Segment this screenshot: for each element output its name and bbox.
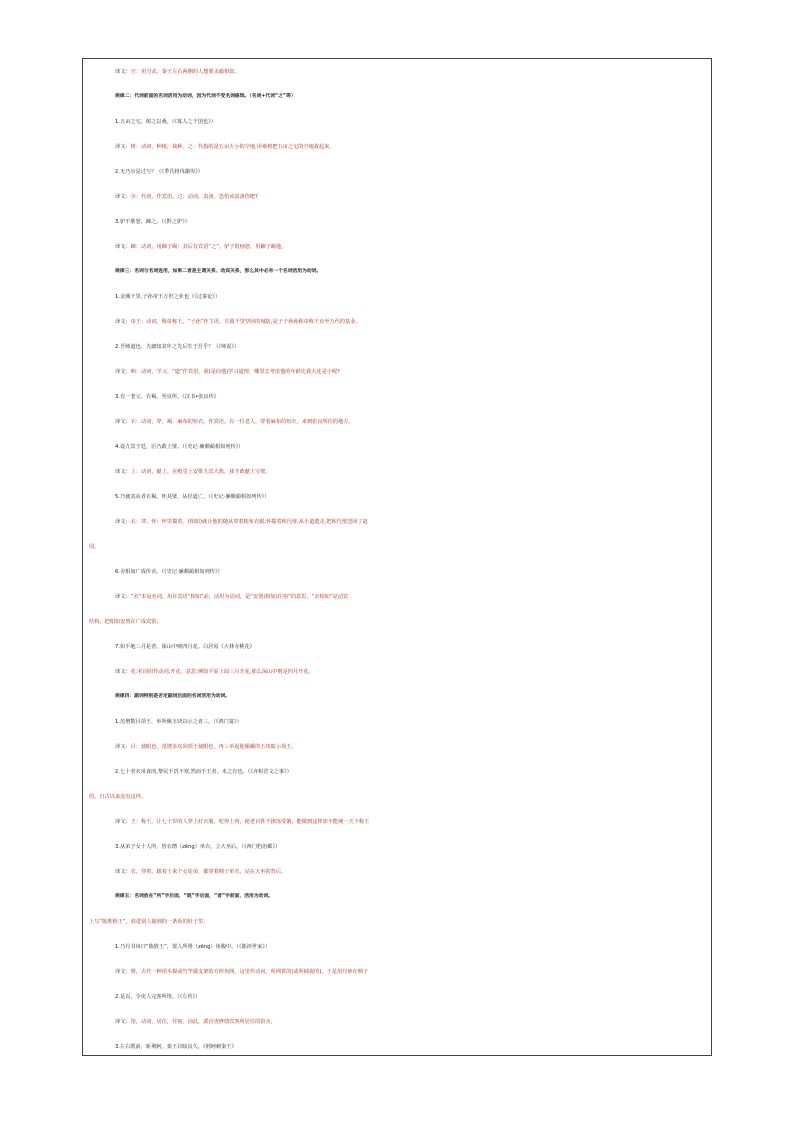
translation-text: 上：动词，献上。在殿堂上安排九宾大典，我才敢献上宝璧。 — [130, 469, 271, 475]
example-sentence — [83, 490, 745, 504]
translation-continuation: 上写“陈胜称王”，放进别人捕到的一条鱼的肚子里。 — [89, 919, 209, 925]
translation-label: 译文： — [115, 819, 131, 825]
rule-heading — [83, 265, 745, 279]
example-sentence — [83, 165, 745, 179]
example-text: 7.如平地三月花者，深山中则四月花。白居易《大林寺桃花》 — [115, 644, 255, 650]
translation-line — [83, 140, 745, 154]
translation-continuation: 的，自古以来没有这样。 — [89, 794, 147, 800]
translation-label: 译文： — [115, 244, 131, 250]
translation-line — [83, 315, 745, 329]
translation-text: 衣，穿着。跟着十来个女徒弟，都穿着绸子单衣，站在大巫的背后。 — [130, 869, 287, 875]
example-text: 2.是以，令吏人完客所馆。（《左传》） — [115, 994, 201, 1000]
translation-text: 师：动词，学习。“道”作宾语，我(是向他)学习道理，哪里去考虑他的年龄比我大还是小呢? — [130, 369, 340, 375]
translation-continuation: 国。 — [89, 544, 100, 550]
translation-continuation: 结构。把相如安置在广成宾馆。 — [89, 619, 162, 625]
example-sentence — [83, 215, 745, 229]
example-sentence — [83, 340, 745, 354]
translation-text: 馆，动词，居住，住宿。因此，派官吏修缮宾客所居住的馆舍。 — [130, 1019, 276, 1025]
example-text: 1.范增数目项王，举所佩玉玦以示之者三。（《鸿门宴》） — [115, 719, 242, 725]
translation-text: 目：使眼色。范增多次向项王使眼色，再三举起他佩戴的玉玦暗示项王。 — [130, 744, 297, 750]
translation-line — [83, 665, 745, 679]
rule-heading — [83, 90, 745, 104]
rule-text: 规律二：代词前面的名词活用为动词，因为代词不受名词修饰。（名词+代词“之”等） — [115, 94, 296, 99]
translation-line — [83, 415, 745, 429]
translation-text: 罾，古代一种用木棍或竹竿做支架的方形鱼网。这里作动词，所网着的(或所捕捉的)。于是用丹砂在绸子 — [130, 969, 369, 975]
content-table-cell — [82, 58, 712, 1056]
example-text: 1.乃丹书帛曰“陈胜王”，置人所罾（zēng）鱼腹中。（《陈涉世家》） — [115, 944, 271, 950]
example-sentence — [83, 440, 745, 454]
example-text: 3.从弟子女十人所，皆衣缯（zēng）单衣，立大巫后。（《西门豹治邺》） — [115, 844, 281, 850]
example-text: 4.设九宾于廷，臣乃敢上璧。（《史记·廉颇蔺相如列传》） — [115, 444, 244, 450]
translation-label: 译文： — [115, 369, 131, 375]
translation-line — [83, 1015, 745, 1029]
translation-label: 译文： — [115, 1019, 131, 1025]
translation-text: 衣：穿。怀：怀里揣着。(相如)就让他的随从穿着粗布衣服,怀揣着和氏璧,从小道逃走,把和氏璧送回了赵 — [130, 519, 368, 525]
rule-heading — [83, 690, 745, 704]
example-text: 1.五亩之宅，树之以桑。（《寡人之于国也》） — [115, 119, 216, 125]
example-text: 3.左右既前，斩荆轲。秦王目眩良久。《荆轲刺秦王》 — [115, 1044, 237, 1050]
example-text: 2.七十者衣帛食肉,黎民不饥不寒,然而不王者，未之有也。（《齐桓晋文之事》） — [115, 769, 292, 775]
example-sentence — [83, 715, 745, 729]
translation-text: “舍”本是名词，用在宾语“相如”前，活用为动词，是“安置(相如)住宿”的意思，“舍相如”是动宾 — [130, 594, 349, 600]
example-sentence — [83, 940, 745, 954]
translation-label: 译文： — [115, 519, 131, 525]
translation-line — [83, 815, 745, 829]
translation-text: 王：称王。让七十岁的人穿上好衣服，吃得上肉，使老百姓不挨冻受饿，能做到这样却不能统一天下称王 — [130, 819, 370, 825]
example-sentence — [83, 840, 745, 854]
rule-text: 规律三：名词与名词连用，如果二者是主谓关系、动宾关系，那么其中必有一个名词活用为动词。 — [115, 269, 322, 274]
translation-line — [83, 740, 745, 754]
rule-text: 规律五：名词放在“所”字后面，“既”字后面，“者”字前面，活用为动词。 — [115, 894, 274, 899]
rule-heading — [83, 890, 745, 904]
example-text: 2.吾师道也，夫庸知其年之先后生于吾乎？（《师说》） — [115, 344, 240, 350]
example-sentence — [83, 115, 745, 129]
translation-label: 译文： — [115, 969, 131, 975]
translation-line — [83, 190, 745, 204]
example-text: 3.有一老父，衣褐，至良所。《汉书•张良传》 — [115, 394, 219, 400]
translation-label: 译文： — [115, 144, 131, 150]
example-sentence — [83, 640, 745, 654]
example-text: 2.无乃尔是过与？（《季氏将伐颛臾》） — [115, 169, 203, 175]
translation-label: 译文： — [115, 594, 131, 600]
translation-line — [83, 240, 745, 254]
translation-label: 译文： — [115, 869, 131, 875]
example-text: 5.乃使其从者衣褐，怀其璧，从径道亡。（《史记·廉颇蔺相如列传》） — [115, 494, 270, 500]
example-text: 6.舍相如广成传舍。（《史记·廉颇蔺相如列传》） — [115, 569, 223, 575]
rule-text: 规律四：副词特别是否定副词后面的名词活用为动词。 — [115, 694, 231, 699]
translation-line — [83, 65, 745, 79]
translation-line — [83, 465, 745, 479]
translation-label: 译文： — [115, 669, 131, 675]
example-text: 3.驴不胜怒，蹄之。（《黔之驴》） — [115, 219, 190, 225]
translation-label: 译文： — [115, 419, 131, 425]
example-sentence — [83, 290, 745, 304]
translation-label: 译文： — [115, 194, 131, 200]
translation-label: 译文： — [115, 319, 131, 325]
translation-line — [83, 365, 745, 379]
translation-text: 花:名词用作动词,开花。意思:例如平原上面三月开花,那么深山中则是四月开花。 — [130, 669, 314, 675]
translation-text: 蹄：动词，用蹄子踢；其后有宾语“之”。驴子很恼怒，用蹄子踢他。 — [130, 244, 287, 250]
translation-label: 译文： — [115, 744, 131, 750]
translation-line — [83, 515, 745, 529]
example-sentence — [83, 990, 745, 1004]
example-text: 1.金城千里,子孙帝王万世之业也（《过秦论》） — [115, 294, 221, 300]
translation-text: 刃：用刀杀。秦王左右两侧的人想要杀蔺相如。 — [130, 69, 240, 75]
translation-label: 译文： — [115, 469, 131, 475]
translation-label: 译文： — [115, 69, 131, 75]
example-sentence — [83, 765, 745, 779]
translation-text: 树：动词，种植，栽种。之：代指的是五亩大小的空地,用桑树把五亩之宅的空地栽起来。 — [130, 144, 335, 150]
translation-line — [83, 590, 745, 604]
example-sentence — [83, 565, 745, 579]
translation-line — [83, 965, 745, 979]
translation-line — [83, 865, 745, 879]
example-sentence — [83, 390, 745, 404]
translation-text: 尔：代词，作宾语。过：动词，责备。恐怕该责备你吧? — [130, 194, 258, 200]
translation-text: 衣：动词，穿。褐，麻布的短衣，作宾语。有一位老人，穿着麻布的短衣，来到张良所住的地方。 — [130, 419, 354, 425]
translation-text: 帝王：动词，称帝称王。“子孙”作主语，方圆千里坚固的城防,是子子孙孙称帝称王直至万代的基业。 — [130, 319, 361, 325]
example-sentence — [83, 1040, 745, 1054]
